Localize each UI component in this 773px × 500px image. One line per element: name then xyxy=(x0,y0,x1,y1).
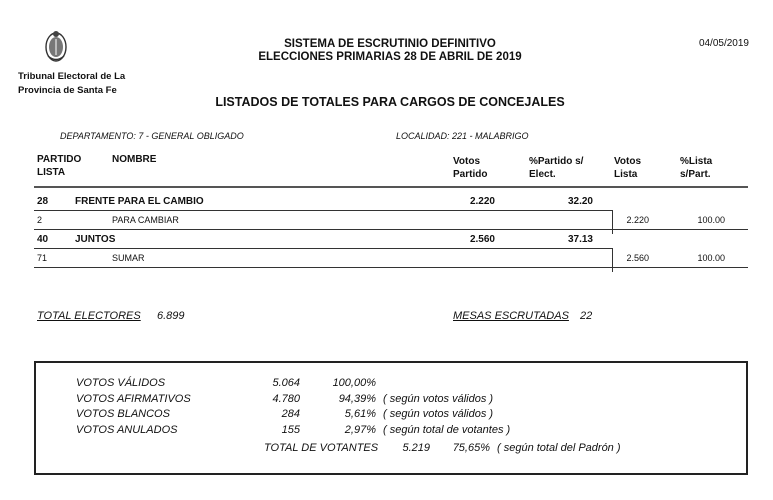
summary-value: 155 xyxy=(281,424,300,436)
col-lista-label: LISTA xyxy=(37,167,66,178)
total-electores-label: TOTAL ELECTORES xyxy=(37,310,141,322)
col-pct-partido-l2: Elect. xyxy=(529,169,556,180)
list-votos: 2.560 xyxy=(626,253,649,263)
party-votos: 2.220 xyxy=(469,196,495,207)
report-system-title: SISTEMA DE ESCRUTINIO DEFINITIVO xyxy=(284,38,496,50)
party-code: 40 xyxy=(37,234,49,245)
list-code: 2 xyxy=(37,215,43,225)
summary-value: 284 xyxy=(281,408,300,420)
summary-pct: 94,39% xyxy=(338,393,376,405)
report-election-title: ELECCIONES PRIMARIAS 28 DE ABRIL DE 2019 xyxy=(258,51,522,63)
summary-label: VOTOS VÁLIDOS xyxy=(76,377,166,389)
org-name-line2: Provincia de Santa Fe xyxy=(18,85,117,96)
summary-value: 4.780 xyxy=(272,393,300,405)
col-pct-lista-l1: %Lista xyxy=(680,156,713,167)
org-name-line1: Tribunal Electoral de La xyxy=(18,71,126,82)
party-votos: 2.560 xyxy=(469,234,495,245)
report-date: 04/05/2019 xyxy=(698,38,749,49)
header-separator xyxy=(34,186,748,188)
summary-note: ( según votos válidos ) xyxy=(383,393,494,405)
mesas-escrutadas-value: 22 xyxy=(580,310,593,322)
col-nombre: NOMBRE xyxy=(112,154,157,165)
col-votos-lista xyxy=(614,155,641,181)
listing-title: LISTADOS DE TOTALES PARA CARGOS DE CONCEJALES xyxy=(215,95,565,109)
party-pct: 32.20 xyxy=(567,196,593,207)
col-partido-lista xyxy=(37,153,81,179)
total-votantes-label: TOTAL DE VOTANTES xyxy=(264,442,379,454)
col-pct-partido-l1: %Partido s/ xyxy=(529,156,584,167)
party-name: FRENTE PARA EL CAMBIO xyxy=(75,196,204,207)
col-pct-partido xyxy=(529,155,583,181)
col-votos-partido-l2: Partido xyxy=(453,169,488,180)
col-votos-partido-l1: Votos xyxy=(453,156,481,167)
summary-pct: 100,00% xyxy=(332,377,376,389)
list-pct: 100.00 xyxy=(697,215,725,225)
summary-label: VOTOS BLANCOS xyxy=(76,408,170,420)
party-underline xyxy=(34,210,612,211)
list-pct: 100.00 xyxy=(697,253,725,263)
summary-note: ( según total de votantes ) xyxy=(383,424,511,436)
col-votos-lista-l2: Lista xyxy=(614,169,638,180)
summary-label: VOTOS AFIRMATIVOS xyxy=(76,393,191,405)
list-underline xyxy=(34,229,748,230)
party-pct: 37.13 xyxy=(567,234,593,245)
list-votos: 2.220 xyxy=(626,215,649,225)
mesas-escrutadas-label: MESAS ESCRUTADAS xyxy=(453,310,569,322)
summary-value: 5.064 xyxy=(272,377,300,389)
list-name: SUMAR xyxy=(112,253,145,263)
total-votantes-pct: 75,65% xyxy=(452,442,490,454)
party-code: 28 xyxy=(37,196,49,207)
summary-pct: 5,61% xyxy=(344,408,376,420)
col-partido-label: PARTIDO xyxy=(37,154,82,165)
party-underline xyxy=(34,248,612,249)
summary-label: VOTOS ANULADOS xyxy=(76,424,178,436)
total-votantes-note: ( según total del Padrón ) xyxy=(497,442,621,454)
summary-note: ( según votos válidos ) xyxy=(383,408,494,420)
summary-pct: 2,97% xyxy=(344,424,376,436)
total-votantes-value: 5.219 xyxy=(402,442,430,454)
departamento-label: DEPARTAMENTO: 7 - GENERAL OBLIGADO xyxy=(60,131,244,141)
localidad-label: LOCALIDAD: 221 - MALABRIGO xyxy=(396,131,529,141)
col-votos-lista-l1: Votos xyxy=(614,156,642,167)
list-code: 71 xyxy=(37,253,48,263)
party-name: JUNTOS xyxy=(75,234,116,245)
col-pct-lista xyxy=(680,155,712,181)
col-pct-lista-l2: s/Part. xyxy=(680,169,711,180)
provincial-seal-icon xyxy=(44,30,68,64)
total-electores-value: 6.899 xyxy=(157,310,185,322)
list-name: PARA CAMBIAR xyxy=(112,215,179,225)
col-votos-partido xyxy=(453,155,487,181)
list-underline xyxy=(34,267,748,268)
